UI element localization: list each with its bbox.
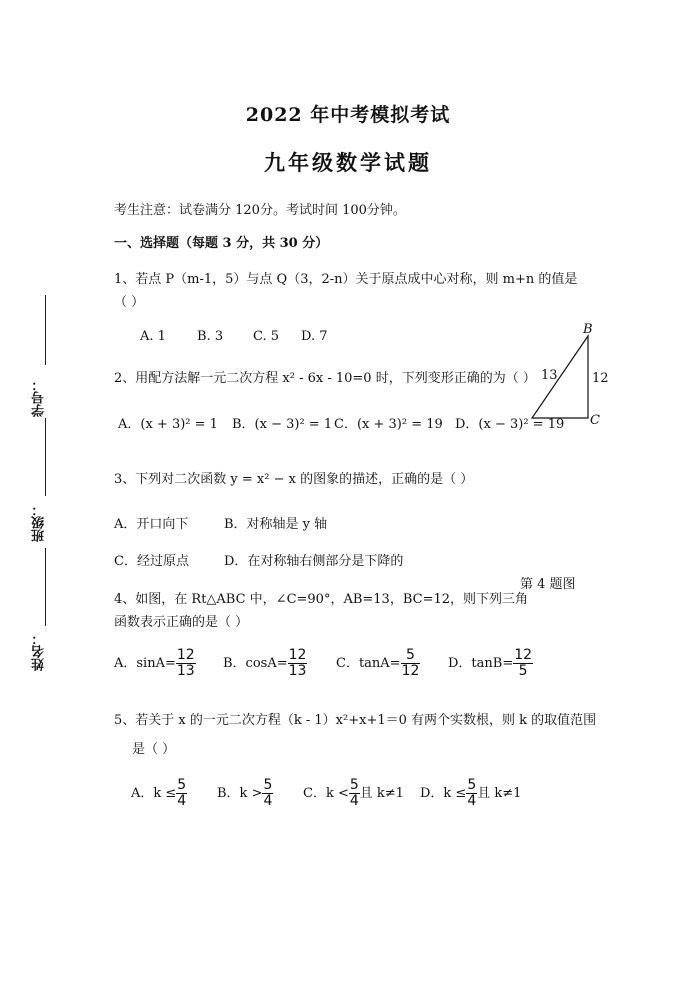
q4-option-b bbox=[223, 648, 307, 679]
vertex-c-label: C bbox=[590, 413, 600, 428]
q3-option-a: A．开口向下 bbox=[114, 517, 189, 532]
q5-option-d-label: D．k ≤ bbox=[420, 786, 467, 801]
q5-option-c-label: C．k < bbox=[303, 786, 349, 801]
q5-option-d-fraction bbox=[466, 778, 477, 809]
q5-option-d-tail: 且 k≠1 bbox=[477, 786, 522, 801]
q3-option-b: B．对称轴是 y 轴 bbox=[224, 517, 328, 532]
q1-line2: （ ） bbox=[114, 295, 145, 310]
q5-option-a-den: 4 bbox=[177, 793, 187, 809]
q5-option-c-fraction bbox=[349, 778, 360, 809]
q4-option-a bbox=[114, 648, 196, 679]
q5-option-a-fraction bbox=[176, 778, 187, 809]
q4-option-d-label: D．tanB= bbox=[448, 656, 514, 671]
q4-option-d-den: 5 bbox=[518, 663, 528, 679]
side-label-xingming: 姓名： bbox=[32, 632, 47, 671]
vertex-b-label: B bbox=[583, 322, 593, 337]
q5-option-c-num: 5 bbox=[349, 777, 359, 793]
q5-option-d bbox=[420, 778, 521, 809]
q4-line2: 函数表示正确的是（ ） bbox=[114, 615, 249, 630]
figure-caption: 第 4 题图 bbox=[520, 577, 576, 592]
q5-option-b-label: B．k > bbox=[217, 786, 263, 801]
q1-option-b: B. 3 bbox=[197, 329, 224, 344]
q4-option-b-num: 12 bbox=[288, 647, 307, 663]
q4-option-a-fraction bbox=[176, 648, 196, 679]
q4-option-a-label: A．sinA= bbox=[114, 656, 176, 671]
side-line-2 bbox=[45, 418, 46, 496]
q4-option-c bbox=[336, 648, 420, 679]
hypotenuse-label: 13 bbox=[541, 368, 558, 383]
q2-text: 2、用配方法解一元二次方程 x² - 6x - 10=0 时，下列变形正确的为（ ） bbox=[114, 371, 536, 386]
q5-line2: 是（ ） bbox=[132, 742, 176, 757]
q3-option-c: C．经过原点 bbox=[114, 554, 189, 569]
q4-option-a-num: 12 bbox=[176, 647, 195, 663]
q5-option-c bbox=[303, 778, 404, 809]
q5-option-a-label: A．k ≤ bbox=[131, 786, 177, 801]
q5-option-a bbox=[131, 778, 187, 809]
q5-option-d-num: 5 bbox=[467, 777, 477, 793]
q4-option-b-fraction bbox=[288, 648, 308, 679]
q5-option-c-tail: 且 k≠1 bbox=[359, 786, 404, 801]
q2-option-d: D．(x − 3)² = 19 bbox=[455, 417, 565, 432]
leg-label: 12 bbox=[592, 371, 609, 386]
q5-option-c-den: 4 bbox=[349, 793, 359, 809]
q3-option-d: D．在对称轴右侧部分是下降的 bbox=[224, 554, 404, 569]
q1-option-a: A. 1 bbox=[140, 329, 166, 344]
q5-option-b-num: 5 bbox=[263, 777, 273, 793]
q4-option-c-den: 12 bbox=[401, 663, 420, 679]
q4-option-a-den: 13 bbox=[176, 663, 195, 679]
q1-line1: 1、若点 P（m-1，5）与点 Q（3，2-n）关于原点成中心对称，则 m+n 的值是 bbox=[114, 272, 578, 287]
exam-notice: 考生注意：试卷满分 120分。考试时间 100分钟。 bbox=[114, 203, 406, 218]
section-heading: 一、选择题（每题 3 分，共 30 分） bbox=[114, 236, 329, 251]
q2-option-b: B．(x − 3)² = 1 bbox=[232, 417, 333, 432]
q4-option-b-label: B．cosA= bbox=[223, 656, 288, 671]
q4-option-c-num: 5 bbox=[401, 648, 421, 664]
exam-subtitle: 九年级数学试题 bbox=[264, 150, 432, 175]
q4-option-c-label: C．tanA= bbox=[336, 656, 401, 671]
q5-option-a-num: 5 bbox=[177, 777, 187, 793]
q5-option-d-den: 4 bbox=[467, 793, 477, 809]
q4-option-b-den: 13 bbox=[288, 663, 307, 679]
q1-option-d: D. 7 bbox=[301, 329, 328, 344]
q2-option-a: A．(x + 3)² = 1 bbox=[118, 417, 218, 432]
q4-option-c-fraction bbox=[401, 648, 421, 679]
q4-option-d bbox=[448, 648, 533, 679]
exam-title: 2022 年中考模拟考试 bbox=[245, 104, 451, 126]
side-line-3 bbox=[45, 548, 46, 626]
q5-line1: 5、若关于 x 的一元二次方程（k - 1）x²+x+1＝0 有两个实数根，则 k 的取值范围 bbox=[114, 713, 597, 728]
q4-option-d-fraction bbox=[513, 648, 533, 679]
side-line-1 bbox=[45, 295, 46, 365]
q2-option-c: C．(x + 3)² = 19 bbox=[334, 417, 443, 432]
side-label-xuehao: 学号： bbox=[32, 378, 47, 417]
side-label-banji: 班级： bbox=[32, 503, 47, 542]
q4-option-d-num: 12 bbox=[514, 647, 533, 663]
q5-option-b bbox=[217, 778, 273, 809]
q1-option-c: C. 5 bbox=[253, 329, 280, 344]
q5-option-b-fraction bbox=[262, 778, 273, 809]
q4-line1: 4、如图，在 Rt△ABC 中，∠C=90°，AB=13，BC=12，则下列三角 bbox=[114, 592, 529, 607]
q3-text: 3、下列对二次函数 y = x² − x 的图象的描述，正确的是（ ） bbox=[114, 472, 474, 487]
q5-option-b-den: 4 bbox=[263, 793, 273, 809]
